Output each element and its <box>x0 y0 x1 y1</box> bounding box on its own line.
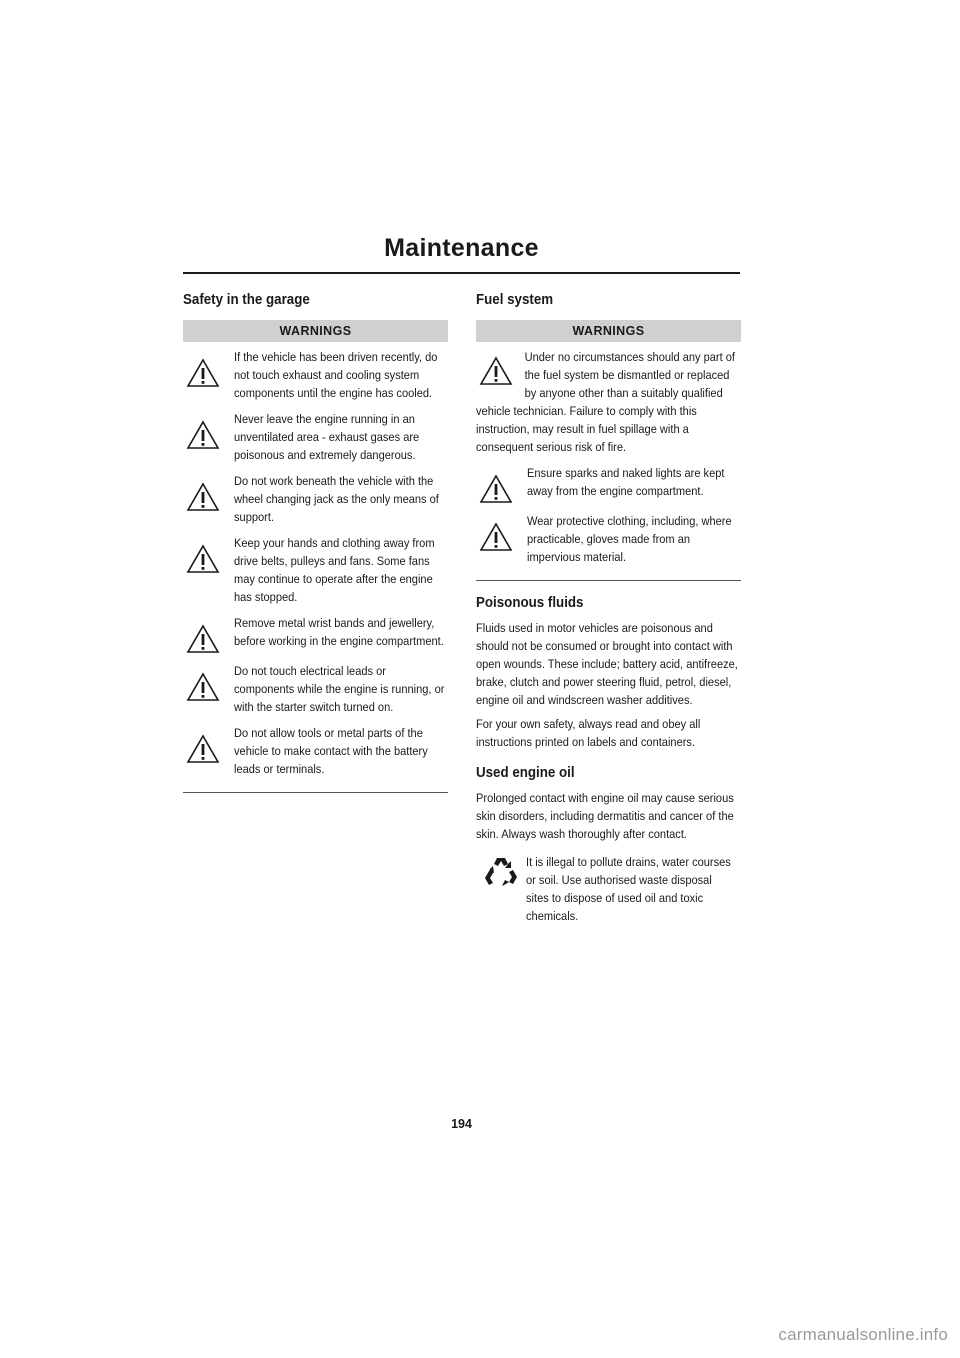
warning-text: Keep your hands and clothing away from drive belts, pulleys and fans. Some fans may continue to operate after the engine has stopped. <box>234 536 435 604</box>
warning-item <box>183 534 448 606</box>
warning-text: Do not touch electrical leads or components while the engine is running, or with the starter switch turned on. <box>234 664 445 714</box>
warning-triangle-icon <box>186 420 220 450</box>
warning-text: If the vehicle has been driven recently, do not touch exhaust and cooling system components until the engine has cooled. <box>234 350 438 400</box>
warnings-header: WARNINGS <box>183 320 448 342</box>
warning-item <box>476 512 741 566</box>
environment-note-text: It is illegal to pollute drains, water courses or soil. Use authorised waste disposal sites to dispose of used oil and toxic chemicals. <box>526 855 731 923</box>
paragraph: Fluids used in motor vehicles are poisonous and should not be consumed or brought into contact with open wounds. These include; battery acid, antifreeze, brake, clutch and power steering fluid, petrol, diesel, engine oil and windscreen washer additives. <box>476 621 738 707</box>
section-heading-safety: Safety in the garage <box>183 292 310 308</box>
warnings-box-fuel <box>476 320 741 581</box>
section-heading-fuel-system: Fuel system <box>476 292 554 308</box>
warning-text: Never leave the engine running in an unventilated area - exhaust gases are poisonous and extremely dangerous. <box>234 412 420 462</box>
warning-text: Do not work beneath the vehicle with the wheel changing jack as the only means of support. <box>234 474 439 524</box>
warning-text: Under no circumstances should any part of the fuel system be dismantled or replaced by anyone other than a suitably qualified vehicle technician. Failure to comply with this instruction, may result in fuel spillage with a consequent serious risk of fire. <box>476 350 735 454</box>
warning-item <box>183 410 448 464</box>
warning-text: Wear protective clothing, including, where practicable, gloves made from an impervious material. <box>527 514 732 564</box>
warnings-header: WARNINGS <box>476 320 741 342</box>
environment-note <box>476 853 741 925</box>
warning-item <box>183 614 448 654</box>
warning-triangle-icon <box>186 358 220 388</box>
paragraph: Prolonged contact with engine oil may cause serious skin disorders, including dermatitis and cancer of the skin. Always wash thoroughly after contact. <box>476 791 734 841</box>
title-divider <box>183 272 740 274</box>
warning-triangle-icon <box>186 624 220 654</box>
warning-triangle-icon <box>479 474 513 504</box>
recycle-icon <box>484 855 518 889</box>
warning-item <box>183 472 448 526</box>
warning-item <box>183 348 448 402</box>
watermark: carmanualsonline.info <box>778 1325 948 1344</box>
warning-triangle-icon <box>186 544 220 574</box>
warnings-box-safety <box>183 320 448 793</box>
left-column <box>183 292 448 793</box>
warning-triangle-icon <box>186 672 220 702</box>
section-heading-used-engine-oil: Used engine oil <box>476 765 575 781</box>
page-number: 194 <box>451 1117 472 1131</box>
warning-text: Remove metal wrist bands and jewellery, before working in the engine compartment. <box>234 616 444 648</box>
warning-triangle-icon <box>186 482 220 512</box>
paragraph: For your own safety, always read and obey all instructions printed on labels and containers. <box>476 717 701 749</box>
warning-item <box>183 662 448 716</box>
warning-item <box>476 348 741 456</box>
warning-item <box>476 464 741 504</box>
warning-triangle-icon <box>479 522 513 552</box>
warning-text: Do not allow tools or metal parts of the vehicle to make contact with the battery leads or terminals. <box>234 726 428 776</box>
right-column <box>476 292 741 925</box>
warning-triangle-icon <box>186 734 220 764</box>
page-title: Maintenance <box>384 234 539 262</box>
warning-item <box>183 724 448 778</box>
section-heading-poisonous-fluids: Poisonous fluids <box>476 595 584 611</box>
warning-text: Ensure sparks and naked lights are kept away from the engine compartment. <box>527 466 725 498</box>
